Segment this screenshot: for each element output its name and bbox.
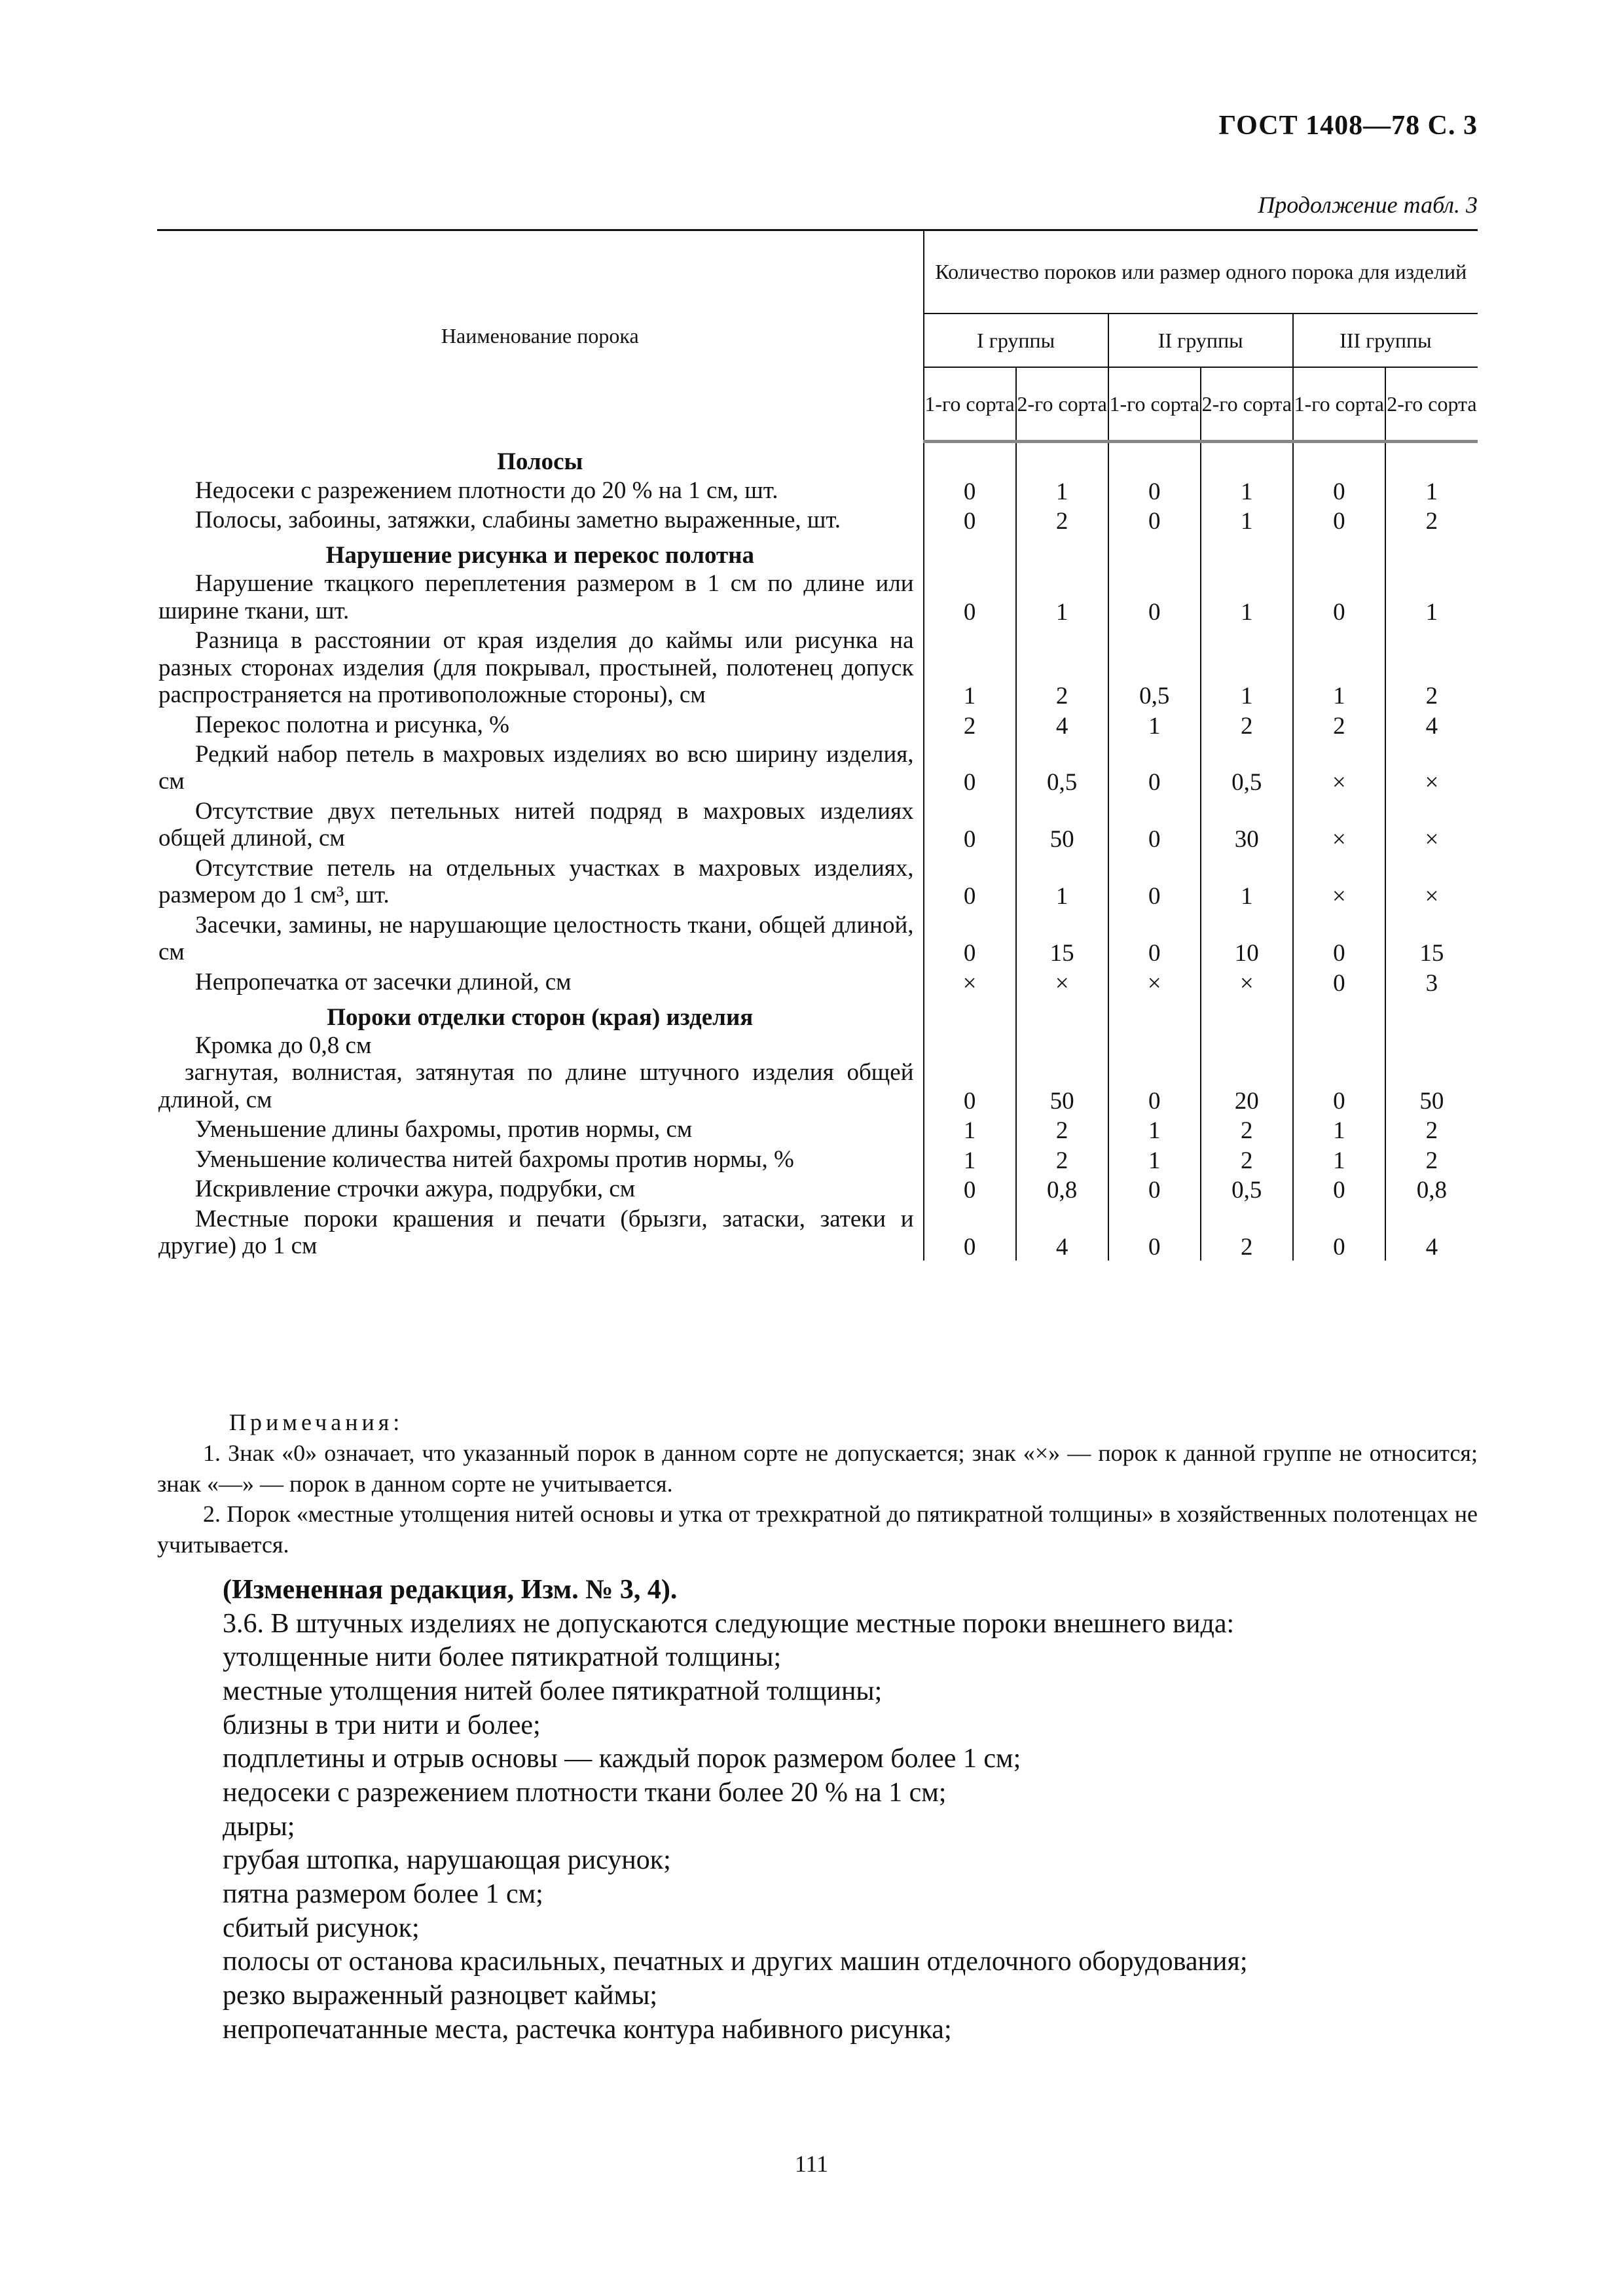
table-continuation-label: Продолжение табл. 3 [1258, 192, 1478, 218]
value-cell: 2 [1201, 1204, 1293, 1261]
value-cell: × [1293, 797, 1385, 853]
value-cell: 1 [1293, 1115, 1385, 1144]
value-cell: 2 [1016, 505, 1108, 535]
empty-cell [1108, 442, 1201, 476]
group-header: III группы [1293, 314, 1478, 367]
value-cell: 0 [1108, 505, 1201, 535]
body-line: сбитый рисунок; [223, 1912, 420, 1943]
table-row [157, 1174, 1478, 1204]
defect-name-cell [157, 626, 924, 709]
document-code: ГОСТ 1408—78 С. 3 [1218, 111, 1478, 141]
value-cell: 0 [1293, 1174, 1385, 1204]
value-cell: 1 [1385, 569, 1478, 626]
empty-cell [1201, 535, 1293, 569]
empty-cell [1385, 997, 1478, 1031]
empty-cell [924, 997, 1016, 1031]
body-line: близны в три нити и более; [223, 1710, 541, 1740]
table-row [157, 853, 1478, 910]
value-cell: 0 [1293, 910, 1385, 967]
value-cell: 20 [1201, 1031, 1293, 1115]
defect-name-cell [157, 1204, 924, 1261]
value-cell: 1 [1201, 505, 1293, 535]
value-cell: 0 [1108, 910, 1201, 967]
table-row [157, 476, 1478, 505]
value-cell: 50 [1016, 797, 1108, 853]
defect-name-cell [157, 853, 924, 910]
note-item: 2. Порок «местные утолщения нитей основы и утка от трехкратной до пятикратной толщины» в хозяйственных полотенцах не учитывается. [157, 1501, 1478, 1558]
value-cell: 15 [1385, 910, 1478, 967]
table-row [157, 910, 1478, 967]
value-cell: × [1385, 853, 1478, 910]
note-item: 1. Знак «0» означает, что указанный порок в данном сорте не допускается; знак «×» — порок к данной группе не относится; знак «—» — порок в данном сорте не учитывается. [157, 1439, 1478, 1497]
quantity-header: Количество пороков или размер одного порока для изделий [924, 230, 1478, 314]
value-cell: 0 [1293, 476, 1385, 505]
empty-cell [1293, 535, 1385, 569]
value-cell: 0 [924, 740, 1016, 797]
body-line: полосы от останова красильных, печатных и других машин отделочного оборудования; [223, 1946, 1248, 1977]
defect-name-cell [157, 1031, 924, 1115]
defect-name: Уменьшение количества нитей бахромы против нормы, % [195, 1145, 794, 1173]
value-cell: 1 [1293, 626, 1385, 709]
defect-name-cell [157, 476, 924, 505]
empty-cell [924, 535, 1016, 569]
section-row [157, 535, 1478, 569]
notes-block [157, 1407, 1478, 1560]
defects-table [157, 229, 1478, 1261]
value-cell: × [1293, 853, 1385, 910]
section-title: Полосы [157, 442, 924, 476]
empty-cell [1385, 442, 1478, 476]
body-line: 3.6. В штучных изделиях не допускаются следующие местные пороки внешнего вида: [223, 1608, 1235, 1639]
value-cell: 0 [924, 476, 1016, 505]
defects-table-body [157, 442, 1478, 1261]
value-cell: 3 [1385, 967, 1478, 997]
defect-name-cell [157, 505, 924, 535]
table-row [157, 1145, 1478, 1174]
value-cell: 0,5 [1201, 740, 1293, 797]
value-cell: 4 [1385, 1204, 1478, 1261]
value-cell: 1 [1016, 476, 1108, 505]
value-cell: 2 [1016, 1145, 1108, 1174]
value-cell: 0,8 [1016, 1174, 1108, 1204]
value-cell: × [1108, 967, 1201, 997]
defect-name-header: Наименование порока [157, 230, 924, 442]
value-cell: 2 [924, 710, 1016, 740]
empty-cell [1201, 997, 1293, 1031]
defect-name-cell [157, 1115, 924, 1144]
table-row [157, 1204, 1478, 1261]
empty-cell [1108, 535, 1201, 569]
empty-cell [1293, 442, 1385, 476]
value-cell: 30 [1201, 797, 1293, 853]
value-cell: 0 [924, 1204, 1016, 1261]
table-row [157, 797, 1478, 853]
value-cell: 2 [1385, 505, 1478, 535]
body-line: дыры; [223, 1811, 295, 1842]
empty-cell [1108, 997, 1201, 1031]
empty-cell [924, 442, 1016, 476]
value-cell: 2 [1016, 1115, 1108, 1144]
value-cell: 0 [1108, 853, 1201, 910]
table-row [157, 1031, 1478, 1115]
table-row [157, 569, 1478, 626]
value-cell: 0 [924, 910, 1016, 967]
empty-cell [1016, 997, 1108, 1031]
defect-name: Непропечатка от засечки длиной, см [195, 968, 572, 996]
value-cell: 0 [924, 1174, 1016, 1204]
body-line: недосеки с разрежением плотности ткани более 20 % на 1 см; [223, 1777, 947, 1808]
value-cell: 0 [1108, 476, 1201, 505]
value-cell: 0 [1108, 1031, 1201, 1115]
value-cell: 0 [1108, 1174, 1201, 1204]
value-cell: 0,5 [1016, 740, 1108, 797]
page-number: 111 [794, 2151, 829, 2177]
body-line: пятна размером более 1 см; [223, 1878, 543, 1909]
value-cell: 0 [1108, 740, 1201, 797]
value-cell: 1 [1016, 569, 1108, 626]
table-row [157, 740, 1478, 797]
value-cell: × [1016, 967, 1108, 997]
value-cell: × [1293, 740, 1385, 797]
section-row [157, 997, 1478, 1031]
value-cell: 0,8 [1385, 1174, 1478, 1204]
value-cell: × [1201, 967, 1293, 997]
defect-name: Нарушение ткацкого переплетения размером в 1 см по длине или ширине ткани, шт. [158, 570, 914, 624]
defect-name: Отсутствие двух петельных нитей подряд в махровых изделиях общей длиной, см [158, 797, 914, 852]
empty-cell [1016, 535, 1108, 569]
value-cell: 4 [1016, 1204, 1108, 1261]
value-cell: 15 [1016, 910, 1108, 967]
value-cell: 1 [1201, 853, 1293, 910]
defect-name: Недосеки с разрежением плотности до 20 % на 1 см, шт. [195, 476, 778, 504]
value-cell: 0 [1293, 569, 1385, 626]
empty-cell [1385, 535, 1478, 569]
value-cell: 1 [1293, 1145, 1385, 1174]
body-text [223, 1573, 1467, 2047]
section-row [157, 442, 1478, 476]
value-cell: 0 [924, 569, 1016, 626]
value-cell: 1 [1016, 853, 1108, 910]
value-cell: 2 [1293, 710, 1385, 740]
value-cell: 0 [1108, 797, 1201, 853]
value-cell: 0,5 [1108, 626, 1201, 709]
defect-name: Уменьшение длины бахромы, против нормы, см [195, 1116, 693, 1143]
defect-name: Кромка до 0,8 см [195, 1031, 372, 1059]
group-header: II группы [1108, 314, 1293, 367]
value-cell: 2 [1385, 1115, 1478, 1144]
value-cell: 0 [924, 797, 1016, 853]
defect-name-cell [157, 710, 924, 740]
body-line: утолщенные нити более пятикратной толщины; [223, 1642, 782, 1673]
value-cell: × [1385, 797, 1478, 853]
defect-name: Редкий набор петель в махровых изделиях во всю ширину изделия, см [158, 741, 914, 795]
sort-header: 2-го сорта [1385, 367, 1478, 442]
group-header: I группы [924, 314, 1108, 367]
value-cell: 0 [1293, 505, 1385, 535]
value-cell: 2 [1016, 626, 1108, 709]
value-cell: × [924, 967, 1016, 997]
value-cell: 4 [1016, 710, 1108, 740]
defect-name: Местные пороки крашения и печати (брызги, затаски, затеки и другие) до 1 см [158, 1205, 914, 1259]
value-cell: 50 [1385, 1031, 1478, 1115]
body-line: грубая штопка, нарушающая рисунок; [223, 1845, 671, 1876]
defect-name-cell [157, 910, 924, 967]
value-cell: 0 [1108, 569, 1201, 626]
section-title: Пороки отделки сторон (края) изделия [157, 997, 924, 1031]
sort-header: 2-го сорта [1016, 367, 1108, 442]
value-cell: 0 [1293, 967, 1385, 997]
defect-name-cell [157, 569, 924, 626]
value-cell: 1 [1108, 1145, 1201, 1174]
table-row [157, 967, 1478, 997]
value-cell: × [1385, 740, 1478, 797]
table-row [157, 710, 1478, 740]
value-cell: 1 [1201, 626, 1293, 709]
sort-header: 1-го сорта [1293, 367, 1385, 442]
defect-name: Отсутствие петель на отдельных участках в махровых изделиях, размером до 1 см³, шт. [158, 854, 914, 909]
sort-header: 2-го сорта [1201, 367, 1293, 442]
defect-subname: загнутая, волнистая, затянутая по длине штучного изделия общей длиной, см [158, 1059, 914, 1113]
notes-caption: Примечания: [229, 1409, 404, 1435]
value-cell: 0 [1293, 1031, 1385, 1115]
body-line: местные утолщения нитей более пятикратной толщины; [223, 1676, 883, 1706]
value-cell: 0 [924, 1031, 1016, 1115]
table-row [157, 626, 1478, 709]
value-cell: 2 [1201, 710, 1293, 740]
empty-cell [1293, 997, 1385, 1031]
value-cell: 0 [1293, 1204, 1385, 1261]
body-line: подплетины и отрыв основы — каждый порок размером более 1 см; [223, 1744, 1021, 1774]
value-cell: 2 [1201, 1115, 1293, 1144]
value-cell: 1 [1385, 476, 1478, 505]
value-cell: 0,5 [1201, 1174, 1293, 1204]
defect-name-cell [157, 1174, 924, 1204]
table-row [157, 1115, 1478, 1144]
defect-name: Искривление строчки ажура, подрубки, см [195, 1175, 636, 1203]
amendment-note: (Измененная редакция, Изм. № 3, 4). [223, 1575, 678, 1605]
empty-cell [1016, 442, 1108, 476]
value-cell: 2 [1385, 1145, 1478, 1174]
defect-name: Полосы, забоины, затяжки, слабины заметно выраженные, шт. [195, 506, 841, 533]
sort-header: 1-го сорта [1108, 367, 1201, 442]
value-cell: 1 [924, 1115, 1016, 1144]
value-cell: 0 [924, 853, 1016, 910]
sort-header: 1-го сорта [924, 367, 1016, 442]
value-cell: 2 [1385, 626, 1478, 709]
body-line: непропечатанные места, растечка контура набивного рисунка; [223, 2014, 952, 2045]
value-cell: 1 [1108, 710, 1201, 740]
defect-name-cell [157, 967, 924, 997]
defect-name-cell [157, 1145, 924, 1174]
body-line: резко выраженный разноцвет каймы; [223, 1980, 658, 2011]
value-cell: 2 [1201, 1145, 1293, 1174]
value-cell: 0 [1108, 1204, 1201, 1261]
empty-cell [1201, 442, 1293, 476]
defect-name: Перекос полотна и рисунка, % [195, 711, 509, 738]
value-cell: 50 [1016, 1031, 1108, 1115]
section-title: Нарушение рисунка и перекос полотна [157, 535, 924, 569]
value-cell: 1 [924, 626, 1016, 709]
value-cell: 1 [1108, 1115, 1201, 1144]
defect-name-cell [157, 797, 924, 853]
value-cell: 0 [924, 505, 1016, 535]
defect-name-cell [157, 740, 924, 797]
defect-name: Засечки, замины, не нарушающие целостность ткани, общей длиной, см [158, 911, 914, 966]
value-cell: 1 [1201, 569, 1293, 626]
defect-name: Разница в расстоянии от края изделия до каймы или рисунка на разных сторонах изделия (для покрывал, простыней, полотенец допуск распространяется на противоположные стороны), см [158, 627, 914, 709]
table-row [157, 505, 1478, 535]
value-cell: 1 [1201, 476, 1293, 505]
value-cell: 1 [924, 1145, 1016, 1174]
value-cell: 10 [1201, 910, 1293, 967]
value-cell: 4 [1385, 710, 1478, 740]
